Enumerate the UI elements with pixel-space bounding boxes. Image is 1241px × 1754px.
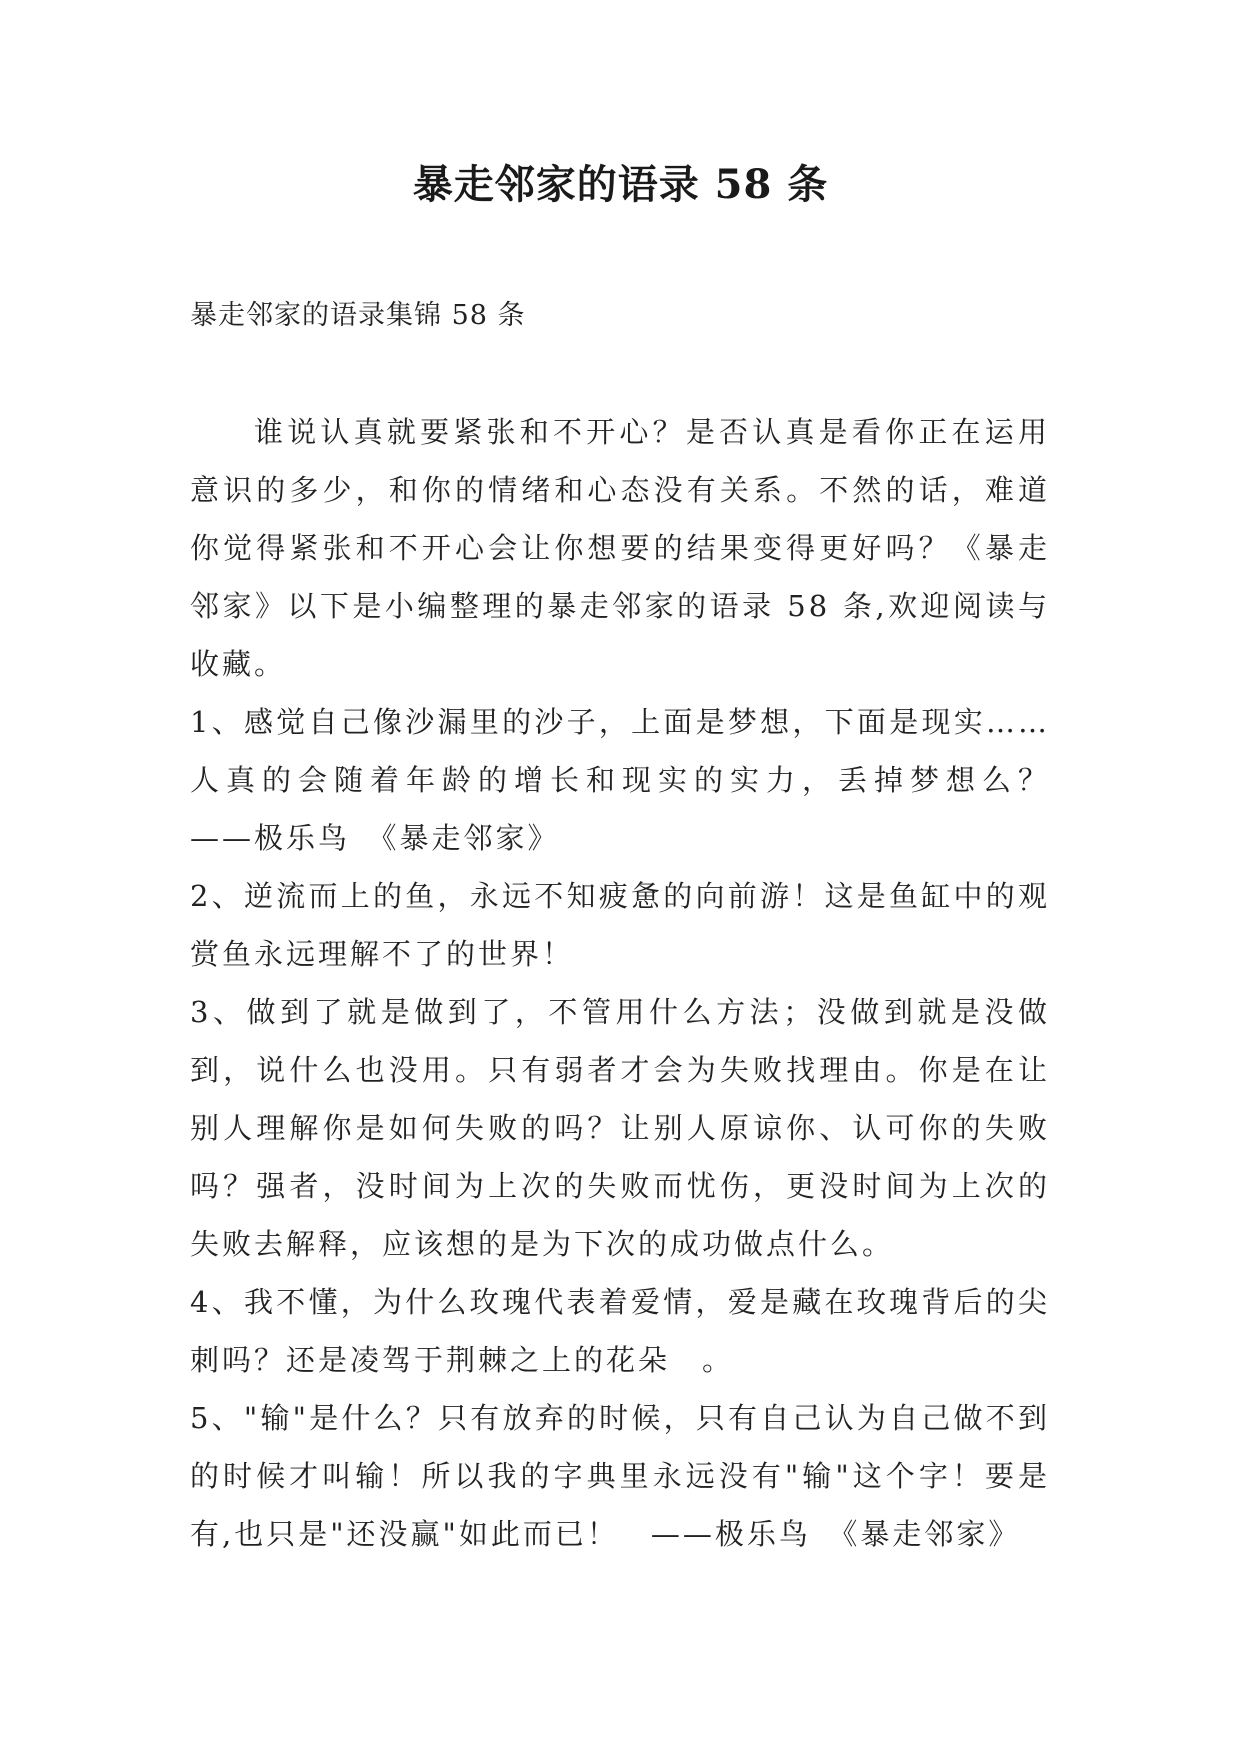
document-subtitle: 暴走邻家的语录集锦 58 条 (190, 300, 526, 331)
quote-paragraph: 3、做到了就是做到了，不管用什么方法；没做到就是没做到，说什么也没用。只有弱者才会为失败找理由。你是在让别人理解你是如何失败的吗？让别人原谅你、认可你的失败吗？强者，没时间为上次的失败而忧伤，更没时间为上次的失败去解释，应该想的是为下次的成功做点什么。 (190, 995, 1050, 1261)
quote-paragraph: 2、逆流而上的鱼，永远不知疲惫的向前游！这是鱼缸中的观赏鱼永远理解不了的世界！ (190, 879, 1050, 971)
document-title: 暴走邻家的语录 58 条 (412, 161, 829, 208)
quote-paragraph: 1、感觉自己像沙漏里的沙子，上面是梦想，下面是现实……人真的会随着年龄的增长和现实的实力，丢掉梦想么？ ——极乐鸟 《暴走邻家》 (190, 705, 1083, 855)
quote-paragraph: 4、我不懂，为什么玫瑰代表着爱情，爱是藏在玫瑰背后的尖刺吗？还是凌驾于荆棘之上的花朵 。 (190, 1285, 1050, 1377)
intro-paragraph: 谁说认真就要紧张和不开心？是否认真是看你正在运用意识的多少，和你的情绪和心态没有关系。不然的话，难道你觉得紧张和不开心会让你想要的结果变得更好吗？《暴走邻家》以下是小编整理的暴走邻家的语录 58 条,欢迎阅读与收藏。 (190, 415, 1050, 681)
quote-paragraph: 5、"输"是什么？只有放弃的时候，只有自己认为自己做不到的时候才叫输！所以我的字典里永远没有"输"这个字！要是有,也只是"还没赢"如此而已！ ——极乐鸟 《暴走邻家》 (190, 1401, 1050, 1551)
document-body (190, 403, 1083, 1563)
